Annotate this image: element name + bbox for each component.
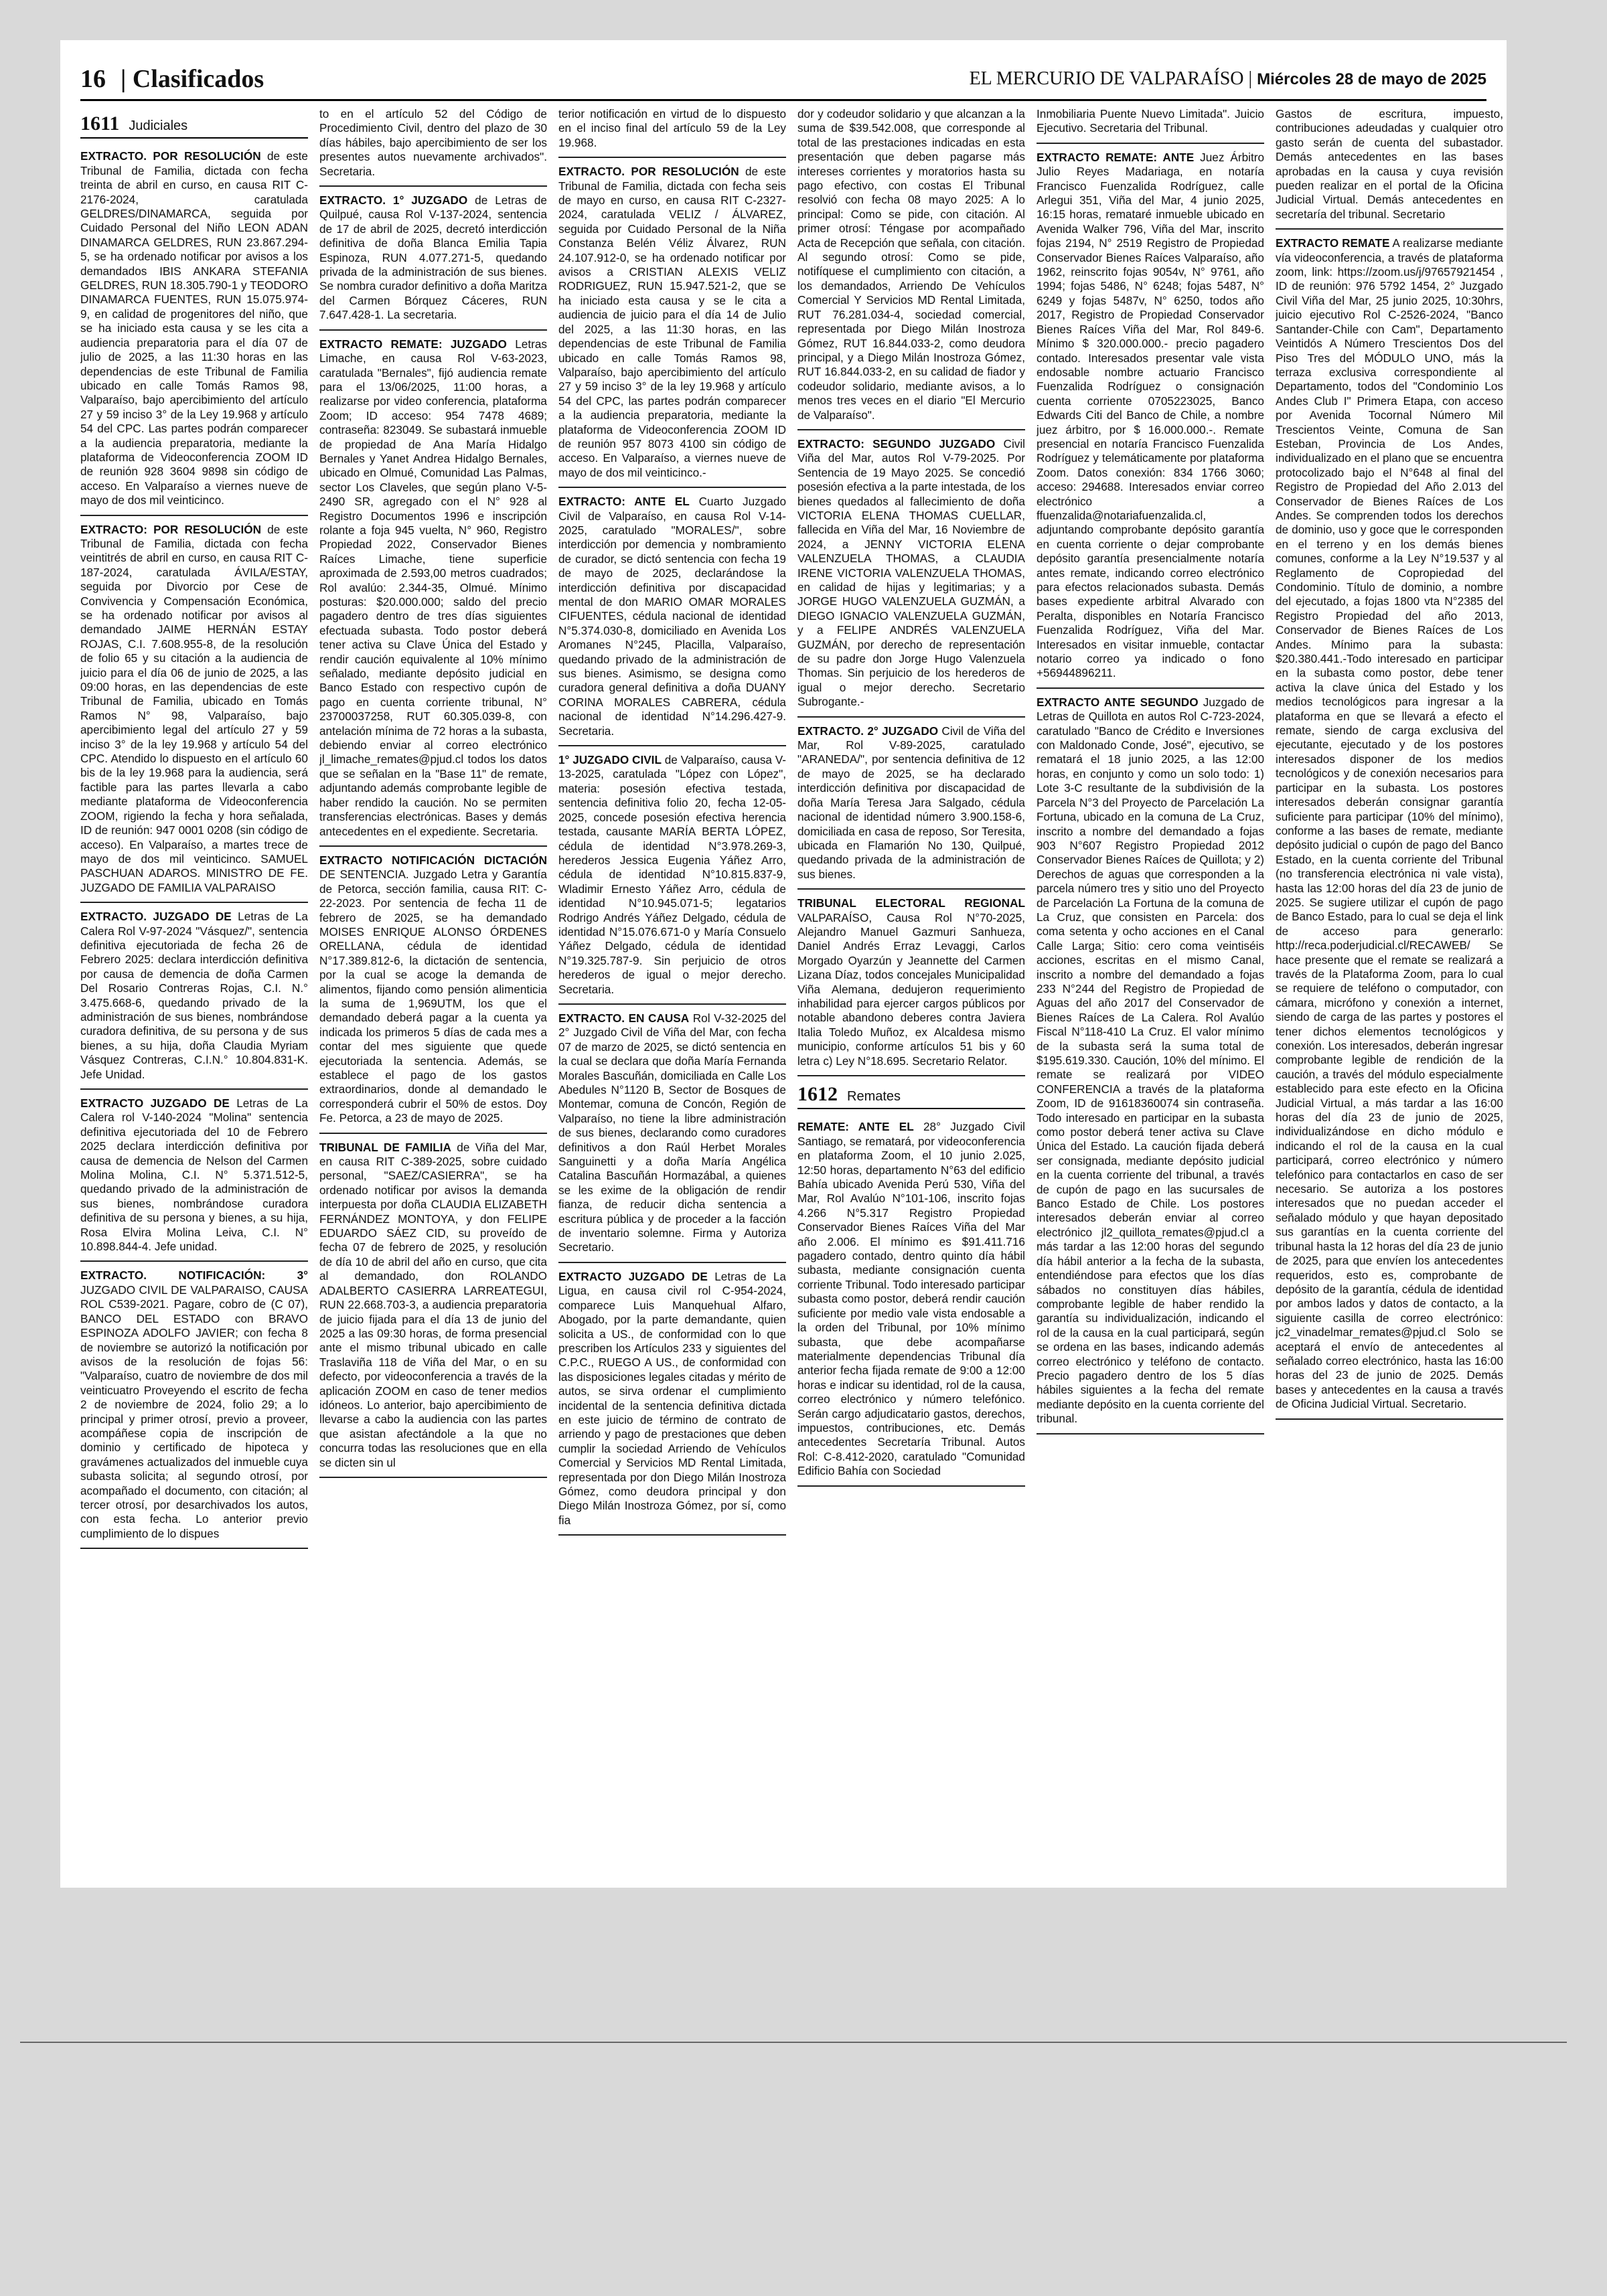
classified-notice bbox=[797, 896, 1025, 1076]
notice-lead: EXTRACTO REMATE bbox=[1276, 236, 1390, 250]
classified-notice bbox=[1037, 695, 1264, 1434]
notice-text: de Letras de Quilpué, causa Rol V-137-2024, sentencia de 17 de abril de 2025, decretó interdicción definitiva de doña Blanca Emilia Tapia Espinoza, RUN 4.077.271-5, quedando privada de la administración de sus bienes. Se nombra curador definitivo a doña Maritza del Carmen Bórquez Cáceres, RUN 7.647.428-1. La secretaria. bbox=[319, 193, 547, 322]
notice-lead: EXTRACTO ANTE SEGUNDO bbox=[1037, 695, 1199, 709]
classified-notice bbox=[1037, 107, 1264, 144]
column-body bbox=[558, 107, 786, 1536]
notice-lead: EXTRACTO. POR RESOLUCIÓN bbox=[80, 149, 261, 163]
column-4 bbox=[797, 107, 1025, 1874]
classified-notice bbox=[80, 149, 308, 515]
notice-text: Letras Limache, en causa Rol V-63-2023, caratulada "Bernales", fijó audiencia remate para el 13/06/2025, 11:00 horas, a realizarse por video conferencia, plataforma Zoom; ID acceso: 954 7478 4689; contraseña: 823049. Se subastará inmueble de propiedad de Ana María Hidalgo Bernales y Yanet Andrea Hidalgo Bernales, ubicado en Olmué, Comunidad Las Palmas, sector Los Claveles, que según plano V-5-2490 SR, agregado con el N° 928 al Registro Documentos 1996 e inscripción rolante a foja 945 vuelta, N° 960, Registro Propiedad 2022, Conservador Bienes Raíces Limache, tiene superficie aproximada de 2.593,00 metros cuadrados; Rol avalúo: 2.344-35, Olmué. Mínimo posturas: $20.000.000; saldo del precio pagadero dentro de tres días siguientes efectuada subasta. Todo postor deberá tener activa su Clave Única del Estado y rendir caución equivalente al 10% mínimo señalado, mediante depósito judicial en Banco Estado con respectivo cupón de pago en cuenta corriente tribunal, N° 23700037258, RUT 60.305.039-8, con antelación mínima de 72 horas a la subasta, debiendo enviar al correo electrónico jl_limache_remates@pjud.cl todos los datos que se señalan en la "Base 11" de remate, adjuntando además comprobante legible de haber rendido la caución. No se permiten transferencias electrónicas. Bases y demás antecedentes en el expediente. Secretaria. bbox=[319, 337, 547, 838]
notice-text: dor y codeudor solidario y que alcanzan a la suma de $39.542.008, que corresponde al total de las prestaciones indicadas en esta presentación que deben pagarse más intereses corrientes y moratorios hasta su pago efectivo, con costas El Tribunal resolvió con fecha 08 mayo 2025: A lo principal: Como se pide, con citación. Al primer otrosí: Téngase por acompañado Acta de Recepción que señala, con citación. Al segundo otrosí: Como se pide, notifíquese el cumplimiento con citación, a los demandados, Arriendo De Vehículos Comercial Y Servicios MD Rental Limitada, RUT 76.281.034-4, sociedad comercial, representada por Diego Milán Inostroza Gómez, RUT 16.844.033-2, como deudora principal, y a Diego Milán Inostroza Gómez, RUT 16.844.033-2, en su calidad de fiador y codeudor solidario, mediante avisos, a lo menos tres veces en el diario "El Mercurio de Valparaíso". bbox=[797, 107, 1025, 422]
classified-notice bbox=[80, 910, 308, 1090]
masthead: EL MERCURIO DE VALPARAÍSO | Miércoles 28 de mayo de 2025 bbox=[969, 68, 1486, 89]
notice-lead: TRIBUNAL DE FAMILIA bbox=[319, 1140, 451, 1154]
classified-notice bbox=[797, 724, 1025, 890]
column-body bbox=[1037, 107, 1264, 1434]
notice-lead: EXTRACTO. POR RESOLUCIÓN bbox=[558, 165, 739, 179]
notice-lead: EXTRACTO: ANTE EL bbox=[558, 495, 690, 509]
notice-text: Juzgado de Letras de Quillota en autos Rol C-723-2024, caratulado "Banco de Crédito e Inversiones con Maldonado Conde, José", ejecutivo, se rematará el 18 junio 2025, a las 12:00 horas, en conjunto y como un solo todo: 1) Lote 3-C resultante de la subdivisión de la Parcela N°3 del Proyecto de Parcelación La Fortuna, ubicado en la comuna de La Cruz, inscrito a nombre del demandado a fojas 903 N°607 Registro Propiedad 2012 Conservador Bienes Raíces de Quillota; y 2) Derechos de aguas que corresponden a la parcela número tres y sitio uno del Proyecto de Parcelación La Fortuna de la comuna de La Cruz, que consisten en Parcela: dos coma setenta y ocho acciones en el Canal Calle Larga; Sitio: cero coma veintiséis acciones, escritas en el mismo Canal, inscrito a nombre del demandado a fojas 233 N°244 del Registro de Propiedad de Aguas del año 2017 del Conservador de Bienes Raíces de La Calera. Rol Avalúo Fiscal N°118-410 La Cruz. El valor mínimo de la subasta será la suma total de $195.619.330. Caución, 10% del mínimo. El remate se realizará por VIDEO CONFERENCIA a través de la plataforma Zoom, ID de 91618360074 sin contraseña. Todo interesado en participar en la subasta como postor deberá tener activa su Clave Única del Estado. La caución fijada deberá ser consignada, mediante depósito judicial en la cuenta corriente del tribunal, a través de cupón de pago en las sucursales de Banco Estado de Chile. Los postores interesados deberán enviar al correo electrónico jl2_quillota_remates@pjud.cl a más tardar a las 12:00 horas del segundo día hábil anterior a la fecha de la subasta, entendiéndose para efectos que los días sábados no constituyen días hábiles, comprobante legible de haber rendido la garantía su individualización, indicando el rol de la causa en la cual participará, según se ordena en las bases, indicando además correo electrónico y teléfono de contacto. Precio pagadero dentro de los 5 días hábiles siguientes a la fecha del remate mediante depósito en la cuenta corriente del tribunal. bbox=[1037, 695, 1264, 1426]
notice-text: de Viña del Mar, en causa RIT C-389-2025, sobre cuidado personal, "SAEZ/CASIERRA", se ha ordenado notificar por avisos la demanda interpuesta por doña CLAUDIA ELIZABETH FERNÁNDEZ MONTOYA, y don FELIPE EDUARDO SÁEZ CID, su proveído de fecha 07 de febrero de 2025, y resolución de día 10 de abril del año en curso, que cita al demandado, don ROLANDO ADALBERTO CASIERRA LARREATEGUI, RUN 22.668.703-3, a audiencia preparatoria de juicio fijada para el día 13 de junio del 2025 a las 09:30 horas, de forma presencial ante el mismo tribunal ubicado en calle Traslaviña 118 de Viña del Mar, o en su defecto, por videoconferencia a través de la aplicación ZOOM en caso de tener medios idóneos. Lo anterior, bajo apercibimiento de llevarse a cabo la audiencia con las partes que asistan afectándole a la que no concurra todas las resoluciones que en ella se dicten sin ul bbox=[319, 1140, 547, 1469]
classified-notice bbox=[80, 1096, 308, 1262]
notice-text: Inmobiliaria Puente Nuevo Limitada". Juicio Ejecutivo. Secretaria del Tribunal. bbox=[1037, 107, 1264, 135]
classified-notice bbox=[797, 437, 1025, 718]
notice-lead: EXTRACTO. EN CAUSA bbox=[558, 1011, 690, 1025]
section-name: Remates bbox=[847, 1089, 901, 1104]
notice-text: de este Tribunal de Familia, dictada con fecha treinta de abril en curso, en causa RIT C-2176-2024, caratulada GELDRES/DINAMARCA, seguida por Cuidado Personal del Niño LEON ADAN DINAMARCA GELDRES, RUN 23.867.294-5, se ha ordenado notificar por avisos a los demandados IBIS ANKARA STEFANIA GELDRES, RUN 18.305.790-1 y TEODORO DINAMARCA FUENTES, RUN 15.075.974-9, en calidad de progenitores del niño, que se ha iniciado esta causa y se les cita a audiencia preparatoria para el día 07 de julio de 2025, a las 11:30 horas en las dependencias de este Tribunal de Familia ubicado en calle Tomás Ramos 98, Valparaíso, bajo apercibimiento del artículo 27 y 59 inciso 3° de la Ley 19.968 y artículo 54 del CPC. Las partes podrán comparecer a la audiencia preparatoria, mediante la plataforma de Videoconferencia ZOOM ID de reunión 928 3604 9898 sin código de acceso. En Valparaíso a viernes nueve de mayo de dos mil veinticinco. bbox=[80, 149, 308, 507]
notice-text: terior notificación en virtud de lo dispuesto en el inciso final del artículo 59 de la Ley 19.968. bbox=[558, 107, 786, 149]
column-body bbox=[797, 107, 1025, 1487]
classified-notice bbox=[558, 495, 786, 746]
classified-notice bbox=[319, 193, 547, 331]
page-number: 16 bbox=[80, 65, 106, 93]
notice-lead: 1° JUZGADO CIVIL bbox=[558, 753, 662, 767]
notice-text: Civil Viña del Mar, autos Rol V-79-2025. Por Sentencia de 19 Mayo 2025. Se concedió posesión efectiva a la parte intestada, de los bienes quedados al fallecimiento de doña VICTORIA ELENA THOMAS CUELLAR, fallecida en Viña del Mar, 16 Noviembre de 2024, a JENNY VICTORIA ELENA VALENZUELA THOMAS, a CLAUDIA IRENE VICTORIA VALENZUELA THOMAS, en calidad de hijas y legitimarias; y a JORGE HUGO VALENZUELA GUZMÁN, a DIEGO IGNACIO VALENZUELA GUZMÁN, y a FELIPE ANDRÉS VALENZUELA GUZMÁN, por derecho de representación de su padre don Jorge Hugo Valenzuela Thomas. Sin perjuicio de los herederos de igual o mejor derecho. Secretario Subrogante.- bbox=[797, 436, 1025, 709]
notice-lead: EXTRACTO: POR RESOLUCIÓN bbox=[80, 522, 262, 536]
notice-text: Civil de Viña del Mar, Rol V-89-2025, caratulado "ARANEDA/", por sentencia definitiva de 12 de mayo de 2025, se ha declarado interdicción definitiva por discapacidad de doña María Teresa Jara Salgado, cédula nacional de identidad número 3.900.158-6, domiciliada en casa de reposo, Sor Teresita, ubicada en Flamarión No 130, Quilpué, quedando privada de la administración de sus bienes. bbox=[797, 724, 1025, 881]
classified-notice bbox=[319, 853, 547, 1134]
column-body bbox=[319, 107, 547, 1478]
column-2 bbox=[319, 107, 547, 1874]
notice-text: de Valparaíso, causa V-13-2025, caratulada "López con López", materia: posesión efectiva testada, sentencia definitiva folio 20, fecha 12-05-2025, concede posesión efectiva herencia testada, causante MARÍA BERTA LÓPEZ, cédula de identidad N°3.978.269-3, herederos Jessica Eugenia Yáñez Arro, cédula de identidad N°10.815.837-9, Wladimir Ernesto Yáñez Arro, cédula de identidad N°10.945.071-5; legatarios Rodrigo Andrés Yáñez Delgado, cédula de identidad N°15.076.671-0 y María Consuelo Yáñez Delgado, cédula de identidad N°19.325.787-9. Sin perjuicio de otros herederos de igual o mejor derecho. Secretaria. bbox=[558, 753, 786, 996]
column-3 bbox=[558, 107, 786, 1874]
notice-lead: EXTRACTO. NOTIFICACIÓN: 3° bbox=[80, 1268, 308, 1283]
notice-text: A realizarse mediante vía videoconferencia, a través de plataforma zoom, link: https://zoom.us/j/97657921454 , ID de reunión: 976 5792 1454, 2° Juzgado Civil Viña del Mar, 25 junio 2025, 10:30hrs, juicio ejecutivo Rol C-2526-2024, "Banco Santander-Chile con Cam", Departamento Veintidós A Número Trescientos Dos del Piso Tres del MÓDULO UNO, más la terraza exclusiva correspondiente al Departamento, todos del "Condominio Los Andes Club I" Primera Etapa, con acceso por Avenida Tocornal Número Mil Trescientos Veinte, Comuna de San Esteban, Provincia de Los Andes, individualizado en el plano que se encuentra protocolizado bajo el N°648 al final del Registro de Propiedad del Año 2.013 del Conservador de Bienes Raíces de Los Andes. Se comprenden todos los derechos de dominio, uso y goce que le corresponden en el terreno y en los demás bienes comunes, conforme a la Ley N°19.537 y al Reglamento de Copropiedad del Condominio. Título de dominio, a nombre del ejecutado, a fojas 1800 vta N°2385 del Registro Propiedad del año 2013, Conservador de Bienes Raíces de Los Andes. Mínimo para la subasta: $20.380.441.-Todo interesado en participar en la subasta como postor, debe tener activa la clave única del Estado y los medios tecnológicos para ingresar a la plataforma en que se llevará a efecto el remate, siendo de carga exclusiva del ejecutante, ejecutado y de los postores interesados disponer de los medios tecnológicos y de conexión necesarios para participar en la subasta. Los postores interesados deberán consignar garantía suficiente para participar (10% del mínimo), conforme a las bases de remate, mediante depósito judicial o cupón de pago del Banco Estado, en la cuenta corriente del Tribunal (no transferencia electrónica ni vale vista), hasta las 12:00 horas del día 23 de junio de 2025. Se sugiere utilizar el cupón de pago de Banco Estado, para lo cual se deja el link de acceso para generarlo: http://reca.poderjudicial.cl/RECAWEB/ Se hace presente que el remate se realizará a través de la Plataforma Zoom, para lo cual se requiere de teléfono o computador, con cámara, micrófono y conexión a internet, siendo de carga de las partes y postores el tener dichos elementos tecnológicos y conexión. Los interesados, deberán ingresar comprobante legible de rendición de la caución, a través del módulo especialmente establecido para este efecto en la Oficina Judicial Virtual, a más tardar a las 16:00 horas del día 23 de junio de 2025, individualizándose en dicho módulo e indicando el rol de la causa en la cual participará, correo electrónico y número telefónico para contactarlos en caso de ser necesario. Se autoriza a los postores interesados que no puedan acceder el señalado módulo y que hayan depositado sus garantías en la cuenta corriente del tribunal hasta la 12 horas del día 23 de junio de 2025, para que envíen los antecedentes requeridos, esto es, comprobante de depósito de la garantía, cédula de identidad por ambos lados y datos de contacto, a la siguiente casilla de correo electrónico: jc2_vinadelmar_remates@pjud.cl Solo se aceptará el envío de antecedentes al señalado correo electrónico, hasta las 16:00 horas del 23 de junio de 2025. Demás bases y antecedentes en la causa a través de Oficina Judicial Virtual. Secretario. bbox=[1276, 236, 1503, 1411]
classified-notice bbox=[558, 1270, 786, 1536]
notice-text: Letras de La Calera rol V-140-2024 "Molina" sentencia definitiva ejecutoriada del 10 de Febrero 2025 declara interdicción definitiva por causa de demencia de Nelson del Carmen Molina Molina, C.I. N° 5.371.512-5, quedando privado de la administración de sus bienes, nombrándose curadora definitiva de su persona y bienes, a su hija, Rosa Elvira Molina Leiva, C.I. N° 10.898.844-4. Jefe unidad. bbox=[80, 1096, 308, 1254]
classified-notice bbox=[319, 337, 547, 847]
page-header bbox=[60, 64, 1507, 104]
notice-lead: EXTRACTO REMATE: ANTE bbox=[1037, 150, 1195, 164]
section-title: | Clasificados bbox=[121, 65, 264, 93]
notice-text: JUZGADO CIVIL DE VALPARAISO, CAUSA ROL C539-2021. Pagare, cobro de (C 07), BANCO DEL ESTADO con BRAVO ESPINOZA ADOLFO JAVIER; con fecha 8 de noviembre se autorizó la notificación por avisos de la resolución de fojas 56: "Valparaíso, cuatro de noviembre de dos mil veinticuatro Proveyendo el escrito de fecha 2 de noviembre de 2024, folio 29; a lo principal y primer otrosí, previo a proveer, acompáñese copia de inscripción de dominio y certificado de hipoteca y gravámenes actualizados del inmueble cuya subasta solicita; al segundo otrosí, por acompañado el documento, con citación; al tercer otrosí, por desarchivados los autos, con esta fecha. Lo anterior previo cumplimiento de lo dispues bbox=[80, 1283, 308, 1540]
notice-lead: EXTRACTO NOTIFICACIÓN DICTACIÓN bbox=[319, 853, 547, 867]
classified-notice bbox=[1037, 151, 1264, 689]
notice-text: Letras de La Calera Rol V-97-2024 "Vásquez/", sentencia definitiva ejecutoriada de fecha 26 de Febrero 2025: declara interdicción definitiva por causa de demencia de doña Carmen Del Rosario Contreras Rojas, C.I. N.° 3.475.668-6, quedando privado de la administración de sus bienes, nombrándose curadora definitiva, de su persona y de sus bienes, a su hija, doña Claudia Myriam Vásquez Contreras, C.I.N.° 10.804.831-K. Jefe Unidad. bbox=[80, 910, 308, 1081]
notice-text: VALPARAÍSO, Causa Rol N°70-2025, Alejandro Manuel Gazmuri Sanhueza, Daniel Andrés Erraz Levaggi, Carlos Morgado Oyarzún y Jeannette del Carmen Lizana Díaz, todos concejales Municipalidad Viña Alemana, dedujeron requerimiento inhabilidad para ejercer cargos públicos por notable abandono deberes contra Javiera Italia Toledo Muñoz, ex Alcaldesa mismo municipio, conforme artículos 51 bis y 60 letra c) Ley N°18.695. Secretario Relator. bbox=[797, 910, 1025, 1068]
newspaper-name: EL MERCURIO DE VALPARAÍSO bbox=[969, 68, 1244, 89]
notice-lead: EXTRACTO. JUZGADO DE bbox=[80, 910, 232, 924]
bottom-rule bbox=[20, 2042, 1567, 2043]
classified-notice bbox=[319, 1141, 547, 1478]
column-body bbox=[1276, 107, 1503, 1420]
column-6 bbox=[1276, 107, 1503, 1874]
notice-text: Letras de La Ligua, en causa civil rol C-954-2024, comparece Luis Manquehual Alfaro, Abogado, por la parte demandante, quien solicita a US., de conformidad con lo que prescriben los Artículos 233 y siguientes del C.P.C., RUEGO A US., de conformidad con las disposiciones legales citadas y mérito de autos, se sirva ordenar el cumplimiento incidental de la sentencia definitiva dictada en este juicio de término de contrato de arriendo y pago de prestaciones que deben cumplir la sociedad Arriendo de Vehículos Comercial y Servicios MD Rental Limitada, representada por don Diego Milán Inostroza Gómez, como deudora principal y don Diego Milán Inostroza Gómez, por sí, como fia bbox=[558, 1269, 786, 1527]
classified-notice bbox=[558, 1011, 786, 1263]
column-5 bbox=[1037, 107, 1264, 1874]
notice-lead: EXTRACTO: SEGUNDO JUZGADO bbox=[797, 436, 996, 450]
newspaper-page bbox=[60, 40, 1507, 1888]
section-title-text: Clasificados bbox=[132, 65, 264, 93]
notice-lead: REMATE: ANTE EL bbox=[797, 1120, 914, 1134]
classified-notice bbox=[797, 1120, 1025, 1486]
notice-lead: EXTRACTO. 1° JUZGADO bbox=[319, 193, 468, 208]
notice-text: de este Tribunal de Familia, dictada con fecha veintitrés de abril en curso, en causa RIT C-187-2024, caratulada ÁVILA/ESTAY, seguida por Divorcio por Cese de Convivencia y Compensación Económica, se ha ordenado notificar por avisos al demandado JAIME HERNÁN ESTAY ROJAS, C.I. 7.608.955-8, de la resolución de folio 65 y su citación a la audiencia de juicio para el día 06 de junio de 2025, a las 09:00 horas, en las dependencias de este Tribunal de Familia, ubicado en Tomás Ramos N° 98, Valparaíso, bajo apercibimiento legal del artículo 27 y 59 inciso 3° de la ley 19.968 y artículo 54 del CPC. Atendido lo dispuesto en el artículo 60 bis de la ley 19.968 para la audiencia, será factible para las partes llevarla a cabo mediante plataforma de Videoconferencia ZOOM, rigiendo la fecha y hora señalada, ID de reunión: 947 0001 0208 (sin código de acceso). En Valparaíso, a martes trece de mayo de dos mil veinticinco. SAMUEL PASCHUAN ADAROS. MINISTRO DE FE. JUZGADO DE FAMILIA VALPARAISO bbox=[80, 522, 308, 894]
classified-notice bbox=[797, 107, 1025, 430]
section-header-remates bbox=[797, 1083, 1025, 1109]
classified-notice bbox=[1276, 236, 1503, 1419]
notice-lead: EXTRACTO JUZGADO DE bbox=[80, 1096, 230, 1110]
classified-notice bbox=[558, 753, 786, 1005]
classified-notice bbox=[319, 107, 547, 187]
notice-text: Rol V-32-2025 del 2° Juzgado Civil de Viña del Mar, con fecha 07 de marzo de 2025, se dictó sentencia en la cual se declara que doña María Fernanda Morales Bascuñán, domiciliada en Calle Los Abedules N°1120 B, Sector de Bosques de Montemar, comuna de Concón, Región de Valparaíso, no tiene la libre administración de sus bienes, declarando como curadores definitivos a don Raúl Herbet Morales Sanguinetti y a doña María Angélica Catalina Bascuñán Hormazábal, a quienes se les exime de la obligación de rendir fianza, de reducir dicha sentencia a escritura pública y de proceder a la facción de inventario solemne. Firma y Autoriza Secretario. bbox=[558, 1011, 786, 1254]
classified-notice bbox=[558, 165, 786, 488]
classified-notice bbox=[1276, 107, 1503, 230]
section-number: 1612 bbox=[797, 1083, 838, 1105]
notice-lead: EXTRACTO REMATE: JUZGADO bbox=[319, 337, 507, 351]
section-header-judiciales bbox=[80, 112, 308, 139]
notice-lead: EXTRACTO. 2° JUZGADO bbox=[797, 724, 939, 738]
notice-lead: TRIBUNAL ELECTORAL REGIONAL bbox=[797, 896, 1025, 910]
classified-notice bbox=[80, 523, 308, 904]
classified-notice bbox=[558, 107, 786, 158]
notice-text: to en el artículo 52 del Código de Procedimiento Civil, dentro del plazo de 30 días hábiles, bajo apercibimiento de ser los presentes autos nuevamente archivados". Secretaria. bbox=[319, 107, 547, 178]
header-rule bbox=[80, 99, 1486, 101]
notice-text: 28° Juzgado Civil Santiago, se rematará, por videoconferencia en plataforma Zoom, el 10 junio 2.025, 12:50 horas, departamento N°63 del edificio Bahía ubicado Avenida Perú 530, Viña del Mar, Rol Avalúo N°101-106, inscrito fojas 4.266 N°5.317 Registro Propiedad Conservador Bienes Raíces Viña del Mar año 2.006. El mínimo es $91.411.716 pagadero contado, dentro quinto día hábil subasta, mediante consignación cuenta corriente Tribunal. Todo interesado participar subasta como postor, deberá rendir caución suficiente por medio vale vista endosable a la orden del Tribunal, por 10% mínimo subasta, que debe acompañarse materialmente dependencias Tribunal día anterior fecha fijada remate de 9:00 a 12:00 horas e indicar su identidad, rol de la causa, correo electrónico y número telefónico. Serán cargo adjudicatario gastos, derechos, impuestos, contribuciones, etc. Demás antecedentes Secretaría Tribunal. Autos Rol: C-8.412-2020, caratulado "Comunidad Edificio Bahía con Sociedad bbox=[797, 1120, 1025, 1478]
classified-notice bbox=[80, 1268, 308, 1549]
notice-text: Cuarto Juzgado Civil de Valparaíso, en causa Rol V-14-2025, caratulado "MORALES/", sobre interdicción por demencia y nombramiento de curador, se dictó sentencia con fecha 19 de mayo de 2025, declarándose la interdicción definitiva por discapacidad mental de don MARIO OMAR MORALES CIFUENTES, cédula nacional de identidad N°5.374.030-8, domiciliado en Avenida Los Aromanes N°245, Placilla, Valparaíso, quedando privado de la administración de sus bienes. Asimismo, se designa como curadora general definitiva a doña DUANY CORINA MORALES CABRERA, cédula nacional de identidad N°14.296.427-9. Secretaria. bbox=[558, 495, 786, 738]
section-number: 1611 bbox=[80, 112, 120, 135]
notice-text: DE SENTENCIA. Juzgado Letra y Garantía de Petorca, sección familia, causa RIT: C-22-2023. Por sentencia de fecha 11 de febrero de 2025, se ha demandado MOISES ENRIQUE ALONSO ÓRDENES ORELLANA, cédula de identidad N°17.389.812-6, la dictación de sentencia, por la cual se acoge la demanda de alimentos, fijando como pensión alimenticia la suma de 1,969UTM, los que el demandado deberá pagar a la cuenta ya indicada los primeros 5 días de cada mes a contar del mes siguiente que quede ejecutoriada la sentencia. Además, se establece el pago de los gastos extraordinarios, donde al demandado le corresponderá cubrir el 50% de estos. Doy Fe. Petorca, a 23 de mayo de 2025. bbox=[319, 868, 547, 1125]
column-1 bbox=[80, 107, 308, 1874]
notice-text: Gastos de escritura, impuesto, contribuciones adeudadas y cualquier otro gasto serán de cuenta del subastador. Demás antecedentes en las bases aprobadas en la causa y cuya revisión pueden realizar en el portal de la Oficina Judicial Virtual. Demás antecedentes en secretaría del tribunal. Secretario bbox=[1276, 107, 1503, 221]
notice-text: de este Tribunal de Familia, dictada con fecha seis de mayo en curso, en causa RIT C-2327-2024, caratulada VELIZ / ÁLVAREZ, seguida por Cuidado Personal de la Niña Constanza Belén Véliz Álvarez, RUN 24.107.912-0, se ha ordenado notificar por avisos a CRISTIAN ALEXIS VELIZ RODRIGUEZ, RUN 15.947.521-2, que se ha iniciado esta causa y se le cita a audiencia de juicio para el día 14 de Julio del 2025, a las 11:30 horas, en las dependencias de este Tribunal de Familia ubicado en calle Tomás Ramos 98, Valparaíso, bajo apercibimiento del artículo 27 y 59 inciso 3° de la ley 19.968 y artículo 54 del CPC, las partes podrán comparecer a la audiencia preparatoria, mediante la plataforma de Videoconferencia ZOOM ID de reunión 957 8073 4100 sin código de acceso. En Valparaíso, a viernes nueve de mayo de dos mil veinticinco.- bbox=[558, 165, 786, 479]
column-body bbox=[80, 149, 308, 1549]
section-name: Judiciales bbox=[129, 118, 188, 133]
issue-date: Miércoles 28 de mayo de 2025 bbox=[1257, 70, 1486, 88]
notice-text: Juez Árbitro Julio Reyes Madariaga, en notaría Francisco Fuenzalida Rodríguez, calle Arlegui 351, Viña del Mar, 4 junio 2025, 16:15 horas, remataré inmueble ubicado en Avenida Walker 796, Viña del Mar, inscrito fojas 2194, N° 2519 Registro de Propiedad Conservador Bienes Raíces Valparaíso, año 1962, reinscrito fojas 9054v, N° 9761, año 1994; fojas 5486, N° 6248; fojas 5487, N° 6249 y fojas 5487v, N° 6250, todos año 2017, Registro de Propiedad Conservador Bienes Raíces Viña del Mar, Rol 849-6. Mínimo $ 320.000.000.- precio pagadero contado. Interesados presentar vale vista endosable nombre actuario Francisco Fuenzalida Rodríguez o consignación cuenta corriente 0705223025, Banco Edwards Citi del Banco de Chile, a nombre juez árbitro, por $ 16.000.000.-. Remate presencial en notaría Francisco Fuenzalida Rodríguez y telemáticamente por plataforma Zoom. Datos conexión: 834 1766 3060; acceso: 294688. Interesados enviar correo electrónico a ffuenzalida@notariafuenzalida.cl, adjuntando comprobante depósito garantía en cuenta corriente o dejar comprobante depósito garantía presencialmente notaría antes remate, indicando correo electrónico para efectos relacionados subasta. Demás bases expediente arbitral Alvarado con Peralta, disponibles en Notaría Francisco Fuenzalida Rodríguez, Viña del Mar. Interesados en visitar inmueble, contactar notario correo ya indicado o fono +56944896211. bbox=[1037, 150, 1264, 680]
notice-lead: EXTRACTO JUZGADO DE bbox=[558, 1269, 708, 1283]
